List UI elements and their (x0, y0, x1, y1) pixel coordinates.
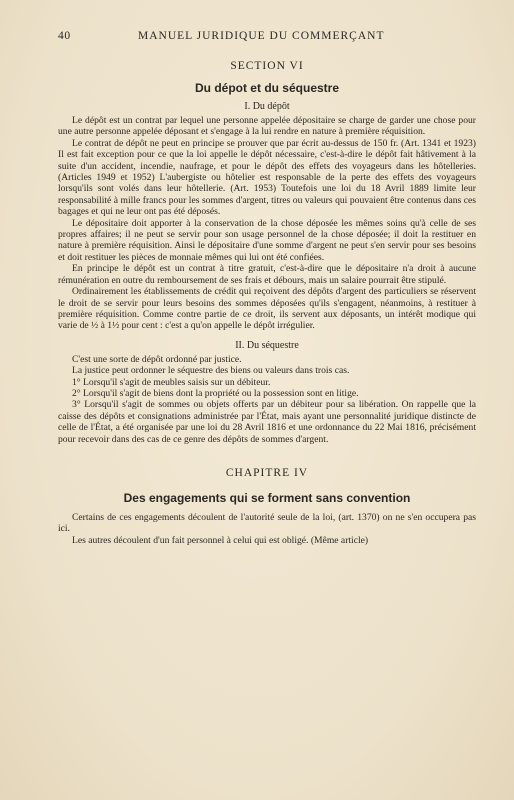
chapter-heading: CHAPITRE IV (225, 466, 309, 479)
subsection-heading-depot: I. Du dépôt (244, 101, 290, 112)
section-heading: SECTION VI (230, 60, 304, 72)
paragraph: Le contrat de dépôt ne peut en principe se prouver que par écrit au-dessus de 150 fr. (Art. 1341 et 1923) Il est fait exception pour ce que la loi appelle le dépôt nécessaire, c'est-à-dire le dépôt fait hâtivement à la suite d'un accident, incendie, naufrage, et pour le dépôt des effets des voyageurs dans les hôtelleries. (Articles 1949 et 1952) L'aubergiste ou hôtelier est responsable de la perte des effets des voyageurs lorsqu'ils sont volés dans leur hôtellerie. (Art. 1953) Toutefois une loi du 18 Avril 1889 limite leur responsabilité à mille francs pour les sommes d'argent, titres ou valeurs qui pouvaient être contenus dans ces bagages et qui ne leur ont pas été déposés. (58, 137, 476, 218)
page-number: 40 (58, 30, 71, 42)
paragraph: En principe le dépôt est un contrat à titre gratuit, c'est-à-dire que le dépositaire n'a droit à aucune rémunération en outre du remboursement de ses frais et débours, mais un salaire pourrait être stipulé. (58, 263, 476, 286)
subsection-heading-sequestre: II. Du séquestre (235, 339, 299, 351)
paragraph: Certains de ces engagements découlent de l'autorité seule de la loi, (art. 1370) on ne s'en occupera pas ici. (58, 511, 476, 535)
paragraph: Les autres découlent d'un fait personnel à celui qui est obligé. (Même article) (72, 534, 369, 546)
paragraph: Ordinairement les établissements de crédit qui reçoivent des dépôts d'argent des particuliers se réservent le droit de se servir pour leurs besoins des sommes déposées qu'ils s'engagent, néanmoins, à restituer à première réquisition. Comme contre partie de ce droit, ils servent aux déposants, un intérêt modique qui varie de ½ à 1½ pour cent : c'est a qu'on appelle le dépôt irrégulier. (58, 286, 476, 332)
running-title: MANUEL JURIDIQUE DU COMMERÇANT (138, 30, 385, 42)
running-header (58, 30, 476, 42)
paragraph: Le dépositaire doit apporter à la conservation de la chose déposée les mêmes soins qu'à celle de ses propres affaires; il ne peut se servir pour son usage personnel de la chose déposée; il doit la restituer en nature à première réquisition. Ainsi le dépositaire d'une somme d'argent ne peut s'en servir pour ses besoins et doit restituer les pièces de monnaie mêmes qui lui ont été confiées. (58, 217, 476, 263)
list-item: 1° Lorsqu'il s'agit de meubles saisis sur un débiteur. (72, 376, 271, 388)
section-title: Du dépot et du séquestre (194, 81, 340, 95)
chapter-title: Des engagements qui se forment sans convention (123, 490, 411, 505)
paragraph: La justice peut ordonner le séquestre des biens ou valeurs dans trois cas. (72, 365, 350, 377)
paragraph: C'est une sorte de dépôt ordonné par justice. (72, 353, 242, 365)
list-item: 2° Lorsqu'il s'agit de biens dont la propriété ou la possession sont en litige. (72, 387, 359, 399)
list-item: 3° Lorsqu'il s'agit de sommes ou objets offerts par un débiteur pour sa libération. On rappelle que la caisse des dépôts et consignations administrée par l'État, mais ayant une personnalité juridique distincte de celle de l'État, a été organisée par une loi du 28 Avril 1816 et une ordonnance du 22 Mai 1816, précisément pour recevoir dans des cas de ce genre des dépôts de sommes d'argent. (58, 399, 476, 445)
paragraph: Le dépôt est un contrat par lequel une personne appelée dépositaire se charge de garder une chose pour une autre personne appelée déposant et s'engage à la lui rendre en nature à première réquisition. (58, 115, 476, 138)
